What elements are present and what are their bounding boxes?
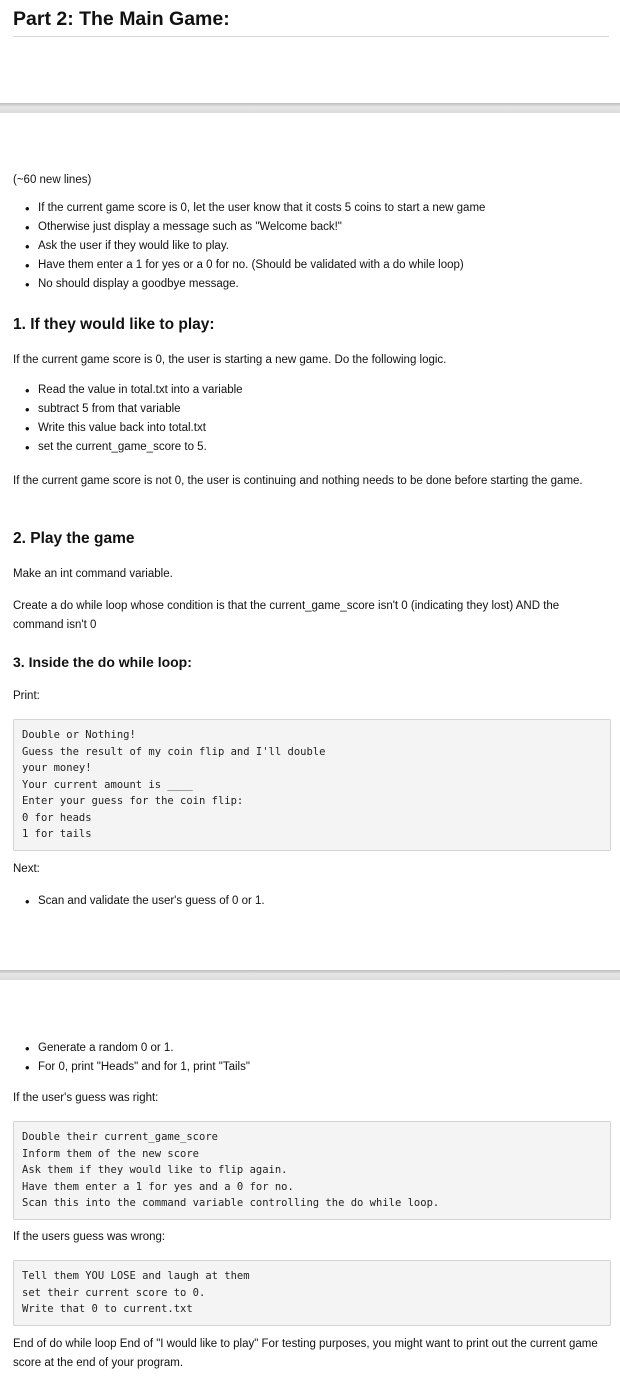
new-lines-note: (~60 new lines): [13, 174, 92, 186]
right-guess-label: If the user's guess was right:: [13, 1092, 159, 1104]
list-item: • Have them enter a 1 for yes or a 0 for no. (Should be validated with a do while loop): [38, 259, 464, 271]
print-code-block: Double or Nothing! Guess the result of my coin flip and I'll double your money! Your current amount is ____ Enter your guess for the coin flip: 0 for heads 1 for tails: [13, 719, 611, 851]
section-2-para-2: Create a do while loop whose condition is that the current_game_score isn't 0 (indicating they lost) AND the command isn't 0: [13, 600, 560, 631]
page-1: [0, 0, 620, 104]
section-2-para-1: Make an int command variable.: [13, 568, 173, 580]
list-item: • Scan and validate the user's guess of 0 or 1.: [38, 895, 265, 907]
section-2-heading: 2. Play the game: [13, 530, 135, 547]
title-divider: [13, 36, 609, 37]
list-item: • If the current game score is 0, let the user know that it costs 5 coins to start a new game: [38, 202, 485, 214]
list-item: • Generate a random 0 or 1.: [38, 1042, 174, 1054]
page-break: [0, 970, 620, 980]
wrong-guess-code-block: Tell them YOU LOSE and laugh at them set their current score to 0. Write that 0 to current.txt: [13, 1260, 611, 1326]
list-item: • Otherwise just display a message such as "Welcome back!": [38, 221, 342, 233]
list-item: • set the current_game_score to 5.: [38, 441, 207, 453]
section-1-heading: 1. If they would like to play:: [13, 316, 215, 333]
page-2: [0, 114, 620, 970]
print-label: Print:: [13, 690, 40, 702]
list-item: • subtract 5 from that variable: [38, 403, 181, 415]
next-label: Next:: [13, 863, 40, 875]
section-1-note: If the current game score is not 0, the user is continuing and nothing needs to be done before starting the game.: [13, 475, 583, 487]
list-item: • Read the value in total.txt into a variable: [38, 384, 243, 396]
end-note: End of do while loop End of "I would like to play" For testing purposes, you might want to print out the current game score at the end of your program.: [13, 1338, 598, 1369]
list-item: • Write this value back into total.txt: [38, 422, 206, 434]
wrong-guess-label: If the users guess was wrong:: [13, 1231, 166, 1243]
section-1-intro: If the current game score is 0, the user is starting a new game. Do the following logic.: [13, 354, 447, 366]
list-item: • No should display a goodbye message.: [38, 278, 239, 290]
list-item: • For 0, print "Heads" and for 1, print "Tails": [38, 1061, 250, 1073]
right-guess-code-block: Double their current_game_score Inform them of the new score Ask them if they would like to flip again. Have them enter a 1 for yes and a 0 for no. Scan this into the command variable controlling the do while loop.: [13, 1121, 611, 1220]
page-break: [0, 103, 620, 113]
section-3-heading: 3. Inside the do while loop:: [13, 654, 192, 670]
list-item: • Ask the user if they would like to play.: [38, 240, 229, 252]
page-title: Part 2: The Main Game:: [13, 8, 230, 30]
page-3: [0, 981, 620, 1386]
